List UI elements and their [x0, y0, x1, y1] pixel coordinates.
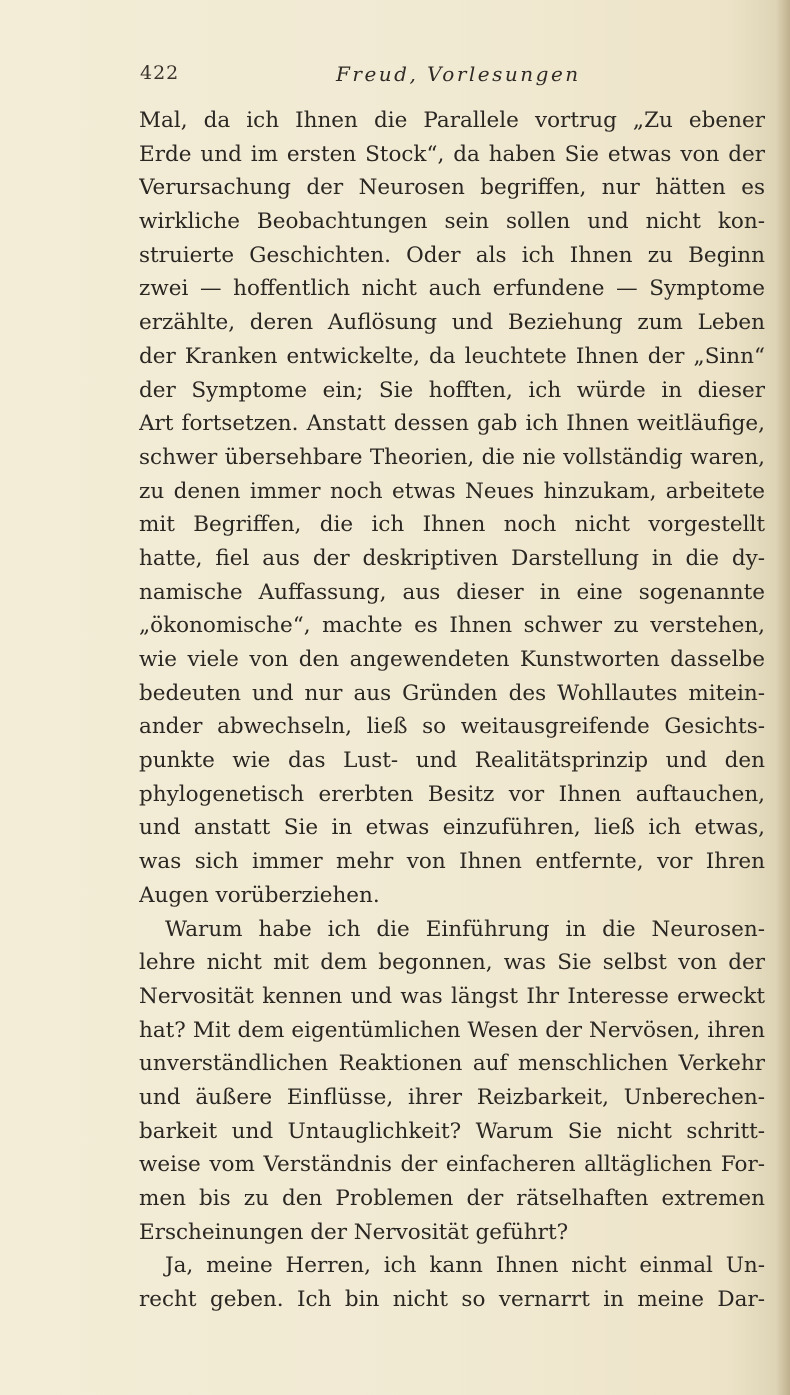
paragraph-start-line: Ja, meine Herren, ich kann Ihnen nicht einmal Un-	[165, 1253, 765, 1279]
text-line: namische Auffassung, aus dieser in eine sogenannte	[139, 579, 765, 605]
page-number: 422	[140, 62, 180, 84]
text-line: und äußere Einflüsse, ihrer Reizbarkeit, Unberechen-	[139, 1084, 765, 1110]
paragraph-end-line: Augen vorüberziehen.	[139, 882, 380, 908]
text-line: unverständlichen Reaktionen auf menschlichen Verkehr	[139, 1051, 765, 1077]
text-line: wirkliche Beobachtungen sein sollen und nicht kon-	[139, 209, 765, 235]
text-line: weise vom Verständnis der einfacheren alltäglichen For-	[139, 1152, 765, 1178]
text-line: Erde und im ersten Stock“, da haben Sie etwas von der	[139, 141, 765, 167]
text-line: lehre nicht mit dem begonnen, was Sie selbst von der	[139, 950, 765, 976]
text-line: der Symptome ein; Sie hofften, ich würde in dieser	[139, 377, 765, 403]
text-line: barkeit und Untauglichkeit? Warum Sie nicht schritt-	[139, 1118, 765, 1144]
text-line: Mal, da ich Ihnen die Parallele vortrug „Zu ebener	[139, 108, 765, 133]
text-line: zu denen immer noch etwas Neues hinzukam, arbeitete	[139, 478, 765, 504]
text-line: „ökonomische“, machte es Ihnen schwer zu verstehen,	[139, 613, 765, 639]
text-line: was sich immer mehr von Ihnen entfernte, vor Ihren	[139, 849, 765, 875]
paragraph-end-line: Erscheinungen der Nervosität geführt?	[139, 1219, 569, 1245]
text-line: punkte wie das Lust- und Realitätsprinzip und den	[139, 748, 765, 774]
text-line: wie viele von den angewendeten Kunstworten dasselbe	[139, 647, 765, 672]
text-line: Art fortsetzen. Anstatt dessen gab ich Ihnen weitläufige,	[139, 411, 765, 437]
text-line: schwer übersehbare Theorien, die nie vollständig waren,	[139, 444, 765, 470]
text-line: mit Begriffen, die ich Ihnen noch nicht vorgestellt	[139, 512, 765, 538]
text-line: bedeuten und nur aus Gründen des Wohllautes mitein-	[139, 680, 765, 706]
text-line: hatte, fiel aus der deskriptiven Darstellung in die dy-	[139, 545, 765, 571]
paragraph-start-line: Warum habe ich die Einführung in die Neurosen-	[165, 916, 765, 942]
text-line: struierte Geschichten. Oder als ich Ihnen zu Beginn	[139, 242, 765, 268]
text-line: zwei — hoffentlich nicht auch erfundene — Symptome	[139, 276, 765, 302]
text-line: Verursachung der Neurosen begriffen, nur hätten es	[139, 175, 765, 201]
running-title: Freud, Vorlesungen	[336, 62, 581, 86]
text-line: der Kranken entwickelte, da leuchtete Ihnen der „Sinn“	[139, 343, 765, 369]
body-text	[139, 104, 765, 1317]
text-line: men bis zu den Problemen der rätselhaften extremen	[139, 1186, 765, 1211]
page-edge-shadow	[776, 0, 790, 1395]
text-line: phylogenetisch ererbten Besitz vor Ihnen auftauchen,	[139, 781, 765, 807]
text-line: Nervosität kennen und was längst Ihr Interesse erweckt	[139, 983, 765, 1009]
text-line: und anstatt Sie in etwas einzuführen, ließ ich etwas,	[139, 815, 765, 841]
running-header	[140, 62, 760, 96]
text-line: hat? Mit dem eigentümlichen Wesen der Nervösen, ihren	[139, 1017, 765, 1043]
text-line: erzählte, deren Auflösung und Beziehung zum Leben	[139, 310, 765, 336]
text-line: recht geben. Ich bin nicht so vernarrt in meine Dar-	[139, 1287, 765, 1313]
text-line: ander abwechseln, ließ so weitausgreifende Gesichts-	[139, 714, 765, 740]
